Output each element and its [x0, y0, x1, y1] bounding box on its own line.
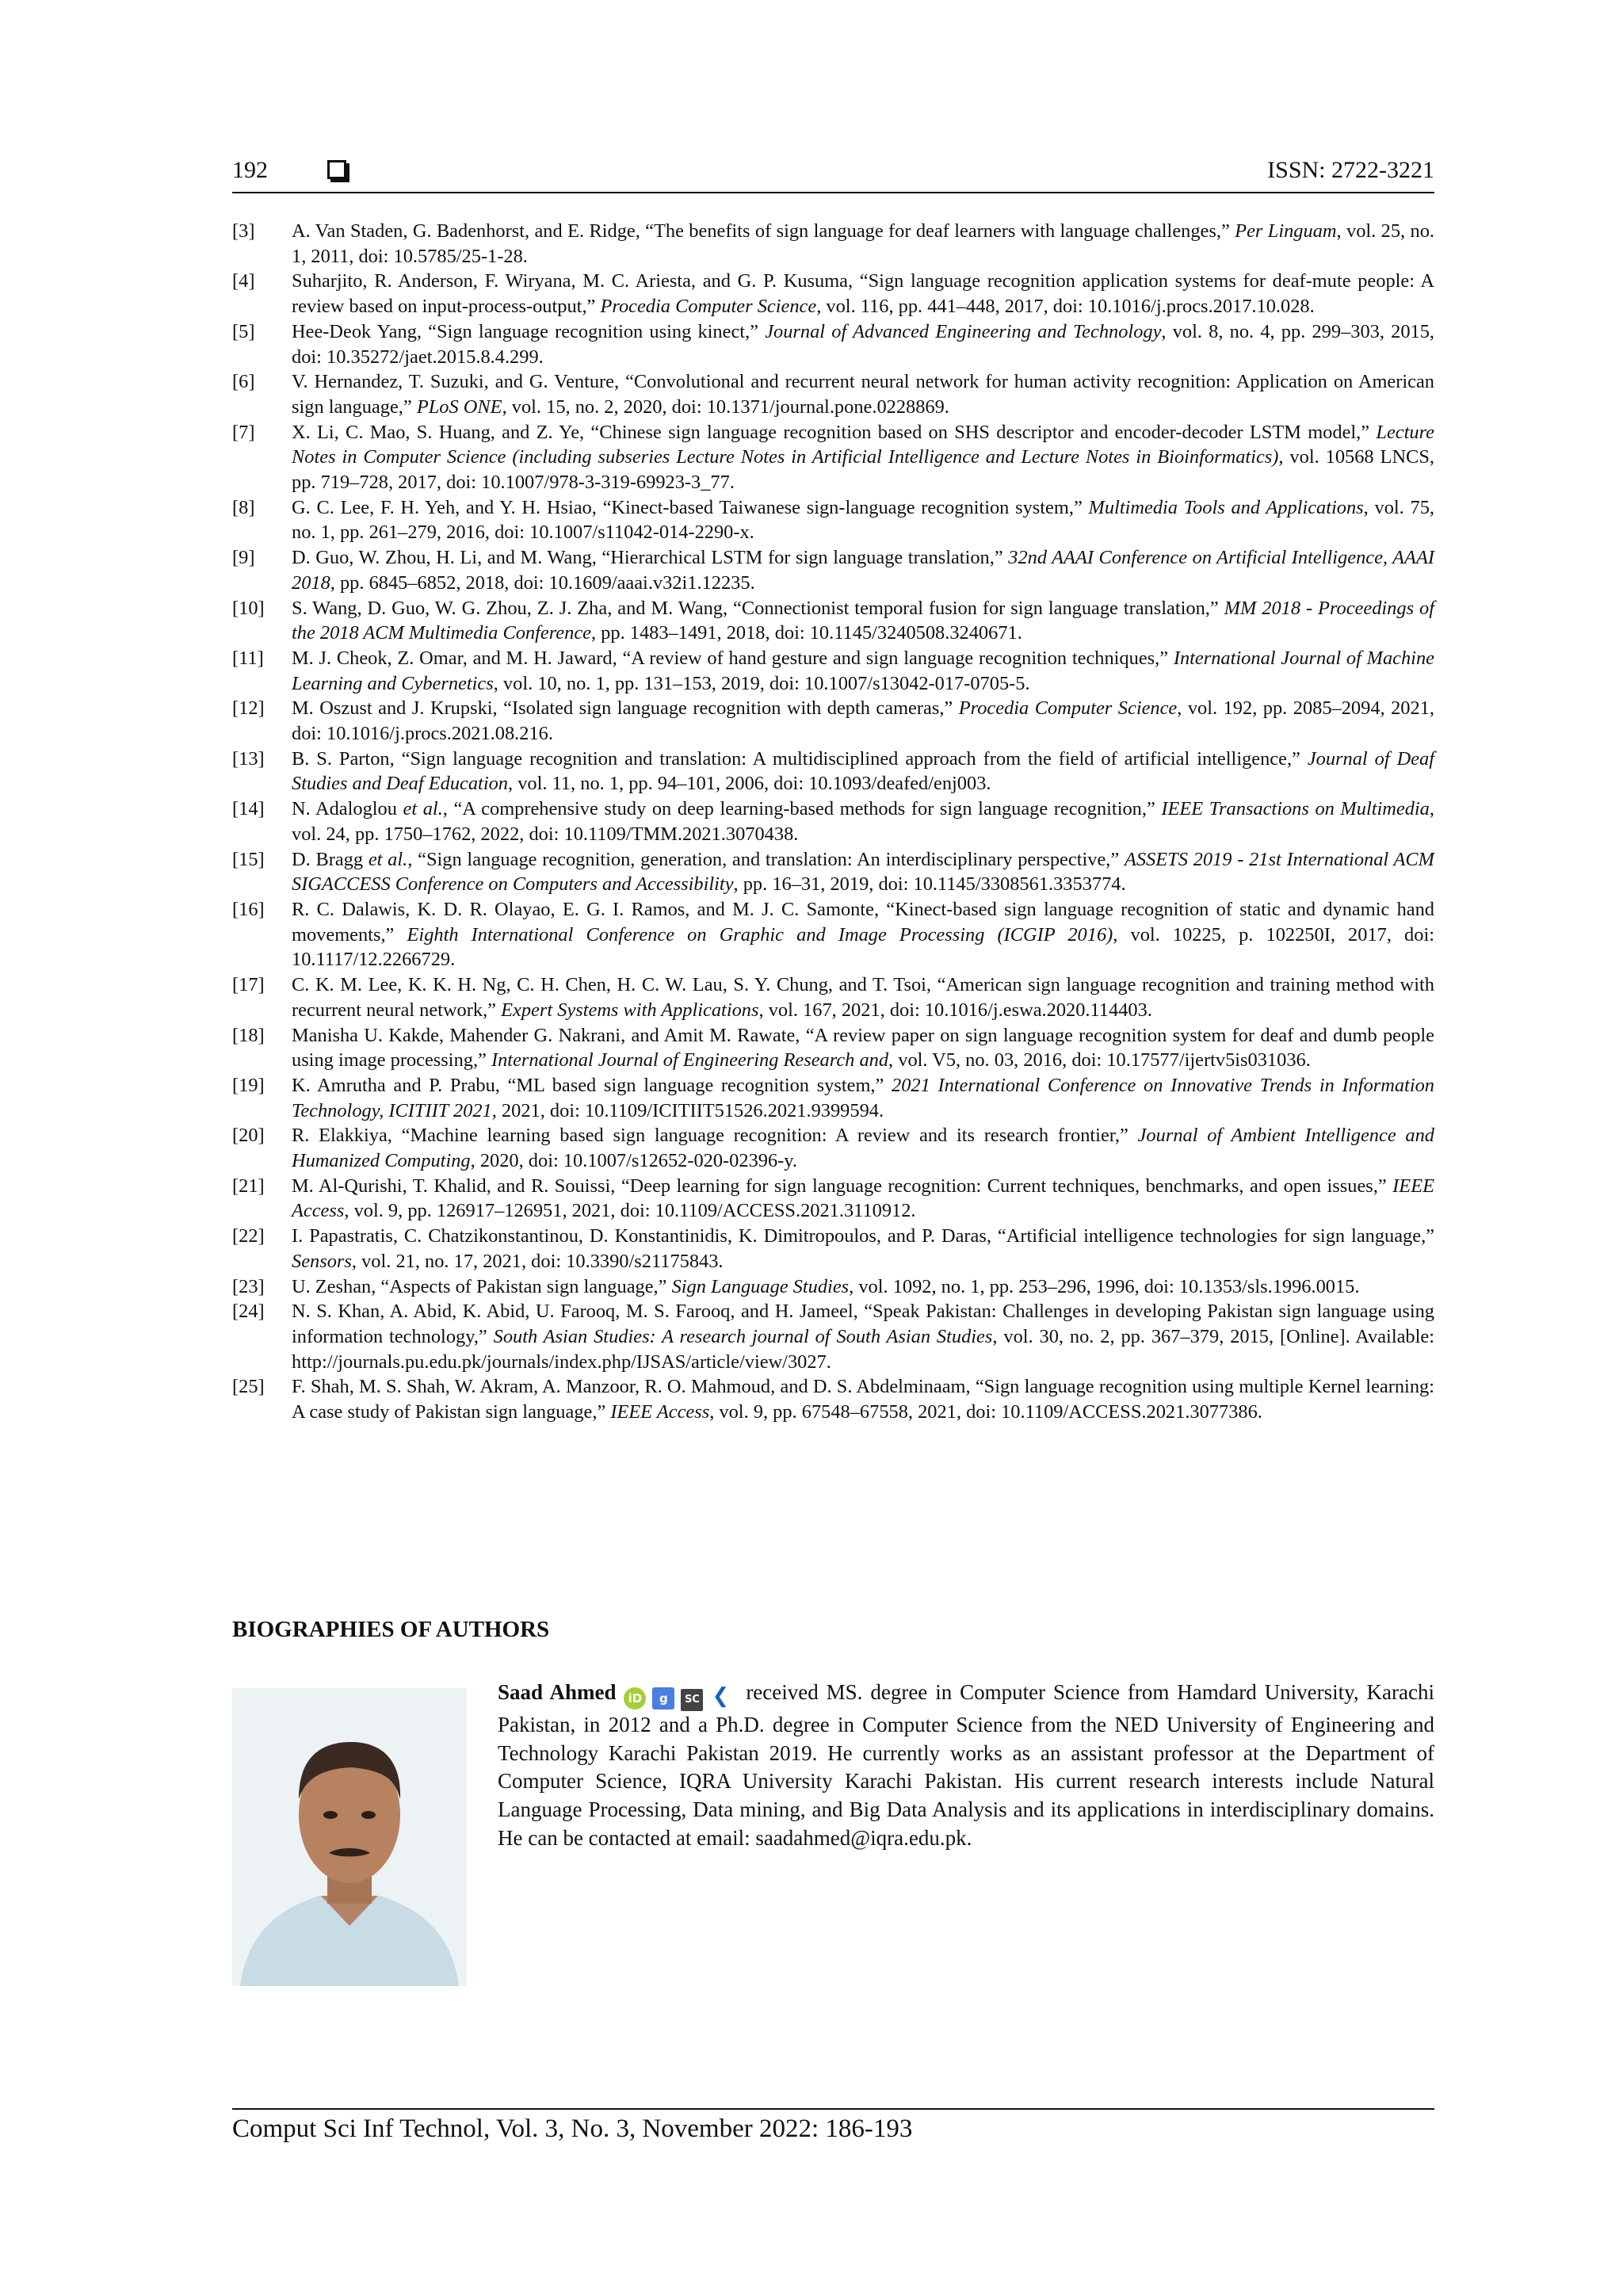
reference-authors-title: N. Adaloglou: [292, 798, 403, 820]
reference-details: , vol. 11, no. 1, pp. 94–101, 2006, doi: 10.1093/deafed/enj003.: [508, 773, 991, 795]
reference-number: [21]: [232, 1175, 265, 1197]
reference-venue: PLoS ONE: [416, 395, 502, 418]
reference-authors-title: C. K. M. Lee, K. K. H. Ng, C. H. Chen, H. C. W. Lau, S. Y. Chung, and T. Tsoi, “American sign language recognition and training method with recurrent neural network,”: [292, 974, 1434, 1021]
reference-number: [11]: [232, 647, 264, 669]
reference-number: [24]: [232, 1301, 265, 1323]
author-biography-text: received MS. degree in Computer Science from Hamdard University, Karachi Pakistan, in 2012 and a Ph.D. degree in Computer Science from the NED University of Engineering and Technology Karachi Pakistan 2019. He currently works as an assistant professor at the Department of Computer Science, IQRA University Karachi Pakistan. His current research interests include Natural Language Processing, Data mining, and Big Data Analysis and its applications in interdisciplinary domains. He can be contacted at email: saadahmed@iqra.edu.pk.: [498, 1680, 1434, 1850]
reference-item: [232, 1073, 1434, 1123]
reference-number: [5]: [232, 320, 255, 342]
journal-citation-footer: Comput Sci Inf Technol, Vol. 3, No. 3, November 2022: 186-193: [232, 2115, 913, 2143]
reference-details: , vol. 9, pp. 126917–126951, 2021, doi: 10.1109/ACCESS.2021.3110912.: [344, 1200, 916, 1222]
reference-details: , vol. 25, no. 1, 2011, doi: 10.5785/25-1-28.: [292, 220, 1434, 267]
page-number: 192: [232, 157, 268, 183]
reference-number: [10]: [232, 597, 265, 619]
reference-number: [3]: [232, 220, 255, 242]
reference-details: , 2020, doi: 10.1007/s12652-020-02396-y.: [470, 1150, 797, 1172]
reference-item: [232, 747, 1434, 797]
reference-venue: Per Linguam: [1235, 220, 1337, 242]
reference-number: [23]: [232, 1275, 265, 1297]
reference-authors-title: X. Li, C. Mao, S. Huang, and Z. Ye, “Chinese sign language recognition based on SHS descriptor and encoder-decoder LSTM model,”: [292, 421, 1377, 443]
reference-authors-title: M. J. Cheok, Z. Omar, and M. H. Jaward, “A review of hand gesture and sign language recognition techniques,”: [292, 647, 1174, 669]
reference-number: [20]: [232, 1125, 265, 1147]
reference-authors-title: Hee-Deok Yang, “Sign language recognition using kinect,”: [292, 320, 766, 342]
reference-list: [232, 219, 1434, 1425]
reference-item: [232, 797, 1434, 846]
issn-label: ISSN: 2722-3221: [1267, 157, 1434, 183]
reference-authors-title: D. Bragg: [292, 848, 369, 870]
reference-title: , “A comprehensive study on deep learning-based methods for sign language recognition,”: [442, 798, 1162, 820]
reference-venue: ASSETS 2019 - 21st International ACM SIGACCESS Conference on Computers and Accessibility: [292, 848, 1434, 896]
reference-number: [12]: [232, 697, 265, 720]
reference-authors-title: K. Amrutha and P. Prabu, “ML based sign language recognition system,”: [292, 1074, 892, 1096]
reference-details: , vol. 10, no. 1, pp. 131–153, 2019, doi: 10.1007/s13042-017-0705-5.: [493, 672, 1030, 694]
reference-details: , pp. 6845–6852, 2018, doi: 10.1609/aaai.v32i1.12235.: [330, 571, 755, 594]
reference-authors-title: I. Papastratis, C. Chatzikonstantinou, D. Konstantinidis, K. Dimitropoulos, and P. Daras, “Artificial intelligence technologies for sign language,”: [292, 1225, 1434, 1247]
reference-venue: Expert Systems with Applications: [501, 999, 759, 1021]
author-name: Saad Ahmed: [498, 1680, 617, 1704]
reference-item: [232, 897, 1434, 972]
reference-venue: MM 2018 - Proceedings of the 2018 ACM Multimedia Conference: [292, 597, 1434, 644]
reference-et-al: et al.: [403, 798, 443, 820]
reference-item: [232, 847, 1434, 897]
reference-authors-title: V. Hernandez, T. Suzuki, and G. Venture, “Convolutional and recurrent neural network for human activity recognition: Application on American sign language,”: [292, 371, 1434, 418]
reference-item: [232, 420, 1434, 495]
reference-details: , vol. 9, pp. 67548–67558, 2021, doi: 10.1109/ACCESS.2021.3077386.: [709, 1401, 1262, 1423]
reference-details: , vol. 167, 2021, doi: 10.1016/j.eswa.2020.114403.: [758, 999, 1152, 1021]
reference-authors-title: Manisha U. Kakde, Mahender G. Nakrani, and Amit M. Rawate, “A review paper on sign language recognition system for deaf and dumb people using image processing,”: [292, 1024, 1434, 1072]
reference-venue: Journal of Advanced Engineering and Technology: [765, 320, 1162, 342]
reference-number: [18]: [232, 1024, 265, 1046]
reference-details: , vol. 15, no. 2, 2020, doi: 10.1371/journal.pone.0228869.: [502, 395, 949, 418]
reference-venue: 32nd AAAI Conference on Artificial Intelligence, AAAI 2018: [292, 547, 1434, 594]
reference-venue: Lecture Notes in Computer Science (including subseries Lecture Notes in Artificial Intelligence and Lecture Notes in Bioinformatics): [292, 421, 1434, 468]
reference-number: [16]: [232, 898, 265, 920]
reference-details: , vol. 75, no. 1, pp. 261–279, 2016, doi: 10.1007/s11042-014-2290-x.: [292, 496, 1435, 544]
reference-number: [7]: [232, 421, 255, 443]
reference-details: , vol. 8, no. 4, pp. 299–303, 2015, doi: 10.35272/jaet.2015.8.4.299.: [292, 320, 1435, 368]
reference-venue: International Journal of Machine Learning and Cybernetics: [292, 647, 1434, 694]
reference-venue: Multimedia Tools and Applications: [1088, 496, 1364, 518]
biographies-heading: BIOGRAPHIES OF AUTHORS: [232, 1617, 550, 1642]
reference-details: , pp. 1483–1491, 2018, doi: 10.1145/3240508.3240671.: [590, 622, 1022, 644]
reference-authors-title: U. Zeshan, “Aspects of Pakistan sign language,”: [292, 1275, 672, 1297]
reference-venue: 2021 International Conference on Innovative Trends in Information Technology, ICITIIT 2021: [292, 1074, 1435, 1121]
reference-venue: Journal of Deaf Studies and Deaf Education: [292, 747, 1434, 795]
reference-details: , 2021, doi: 10.1109/ICITIIT51526.2021.9399594.: [491, 1099, 884, 1121]
reference-item: [232, 1123, 1434, 1173]
reference-item: [232, 1174, 1434, 1224]
author-portrait-illustration: [232, 1688, 467, 1986]
reference-venue: South Asian Studies: A research journal of South Asian Studies: [493, 1325, 993, 1347]
publons-icon[interactable]: ❮: [712, 1684, 730, 1708]
reference-item: [232, 1299, 1434, 1374]
reference-details: , vol. 10568 LNCS, pp. 719–728, 2017, doi: 10.1007/978-3-319-69923-3_77.: [292, 446, 1434, 494]
square-box-icon: [327, 160, 346, 179]
reference-authors-title: R. Elakkiya, “Machine learning based sign language recognition: A review and its research frontier,”: [292, 1125, 1138, 1147]
reference-item: [232, 545, 1434, 595]
footer-rule: [232, 2108, 1434, 2110]
reference-authors-title: G. C. Lee, F. H. Yeh, and Y. H. Hsiao, “Kinect-based Taiwanese sign-language recognition system,”: [292, 496, 1089, 518]
reference-item: [232, 596, 1434, 646]
reference-authors-title: M. Oszust and J. Krupski, “Isolated sign language recognition with depth cameras,”: [292, 697, 959, 720]
reference-venue: Procedia Computer Science: [600, 296, 817, 318]
reference-item: [232, 369, 1434, 419]
reference-authors-title: R. C. Dalawis, K. D. R. Olayao, E. G. I. Ramos, and M. J. C. Samonte, “Kinect-based sign language recognition of static and dynamic hand movements,”: [292, 898, 1434, 946]
page-header: [232, 157, 1434, 185]
reference-number: [14]: [232, 798, 265, 820]
reference-authors-title: A. Van Staden, G. Badenhorst, and E. Ridge, “The benefits of sign language for deaf learners with language challenges,”: [292, 220, 1235, 242]
reference-authors-title: D. Guo, W. Zhou, H. Li, and M. Wang, “Hierarchical LSTM for sign language translation,”: [292, 547, 1009, 569]
reference-item: [232, 1374, 1434, 1424]
reference-venue: Procedia Computer Science: [958, 697, 1178, 720]
google-scholar-icon[interactable]: g: [652, 1687, 674, 1710]
reference-item: [232, 1023, 1434, 1073]
reference-details: , pp. 16–31, 2019, doi: 10.1145/3308561.3353774.: [733, 873, 1126, 896]
reference-venue: IEEE Transactions on Multimedia: [1161, 798, 1430, 820]
reference-et-al: et al.: [368, 848, 408, 870]
reference-number: [9]: [232, 547, 255, 569]
reference-venue: Eighth International Conference on Graphic and Image Processing (ICGIP 2016): [407, 923, 1113, 946]
reference-item: [232, 219, 1434, 269]
reference-authors-title: N. S. Khan, A. Abid, K. Abid, U. Farooq, M. S. Farooq, and H. Jameel, “Speak Pakistan: Challenges in developing Pakistan sign language using information technology,”: [292, 1301, 1434, 1347]
reference-authors-title: Suharjito, R. Anderson, F. Wiryana, M. C. Ariesta, and G. P. Kusuma, “Sign language recognition application systems for deaf-mute people: A review based on input-process-output,”: [292, 270, 1434, 318]
reference-venue: IEEE Access: [610, 1401, 710, 1423]
reference-details: , vol. 116, pp. 441–448, 2017, doi: 10.1016/j.procs.2017.10.028.: [816, 296, 1315, 318]
reference-details: , vol. 30, no. 2, pp. 367–379, 2015, [Online]. Available: http://journals.pu.edu.pk/journals/index.php/IJSAS/article/view/3027.: [292, 1325, 1434, 1373]
reference-item: [232, 646, 1434, 696]
author-biography: [498, 1679, 1434, 1853]
reference-details: , vol. 21, no. 17, 2021, doi: 10.3390/s21175843.: [351, 1250, 724, 1272]
reference-venue: Journal of Ambient Intelligence and Humanized Computing: [292, 1125, 1434, 1172]
reference-item: [232, 269, 1434, 319]
reference-number: [6]: [232, 371, 255, 393]
reference-number: [22]: [232, 1225, 265, 1247]
reference-details: , vol. 192, pp. 2085–2094, 2021, doi: 10.1016/j.procs.2021.08.216.: [292, 697, 1434, 745]
reference-venue: International Journal of Engineering Research and: [491, 1049, 889, 1072]
reference-number: [8]: [232, 496, 255, 518]
reference-number: [19]: [232, 1074, 265, 1096]
reference-number: [4]: [232, 270, 255, 292]
reference-venue: Sign Language Studies: [671, 1275, 850, 1297]
reference-venue: Sensors: [292, 1250, 352, 1272]
reference-title: , “Sign language recognition, generation, and translation: An interdisciplinary perspective,”: [407, 848, 1125, 870]
reference-item: [232, 1224, 1434, 1274]
reference-item: [232, 495, 1434, 545]
reference-authors-title: M. Al-Qurishi, T. Khalid, and R. Souissi, “Deep learning for sign language recognition: Current techniques, benchmarks, and open issues,”: [292, 1175, 1393, 1197]
reference-number: [13]: [232, 747, 265, 770]
scopus-icon[interactable]: SC: [681, 1689, 703, 1711]
reference-authors-title: S. Wang, D. Guo, W. G. Zhou, Z. J. Zha, and M. Wang, “Connectionist temporal fusion for sign language translation,”: [292, 597, 1224, 619]
reference-number: [25]: [232, 1376, 265, 1398]
author-photo: [232, 1688, 467, 1986]
reference-authors-title: B. S. Parton, “Sign language recognition and translation: A multidisciplined approach from the field of artificial intelligence,”: [292, 747, 1308, 770]
reference-details: , vol. 24, pp. 1750–1762, 2022, doi: 10.1109/TMM.2021.3070438.: [292, 798, 1434, 845]
header-rule: [232, 192, 1434, 193]
reference-details: , vol. 10225, p. 102250I, 2017, doi: 10.1117/12.2266729.: [292, 923, 1434, 971]
reference-details: , vol. 1092, no. 1, pp. 253–296, 1996, doi: 10.1353/sls.1996.0015.: [849, 1275, 1360, 1297]
reference-item: [232, 1274, 1434, 1300]
reference-item: [232, 972, 1434, 1022]
reference-number: [15]: [232, 848, 265, 870]
reference-venue: IEEE Access: [292, 1175, 1434, 1222]
reference-item: [232, 696, 1434, 746]
reference-authors-title: F. Shah, M. S. Shah, W. Akram, A. Manzoor, R. O. Mahmoud, and D. S. Abdelminaam, “Sign language recognition using multiple Kernel learning: A case study of Pakistan sign language,”: [292, 1376, 1434, 1423]
orcid-icon[interactable]: iD: [624, 1687, 646, 1710]
reference-details: , vol. V5, no. 03, 2016, doi: 10.17577/ijertv5is031036.: [888, 1049, 1311, 1072]
reference-item: [232, 319, 1434, 369]
reference-number: [17]: [232, 974, 265, 996]
